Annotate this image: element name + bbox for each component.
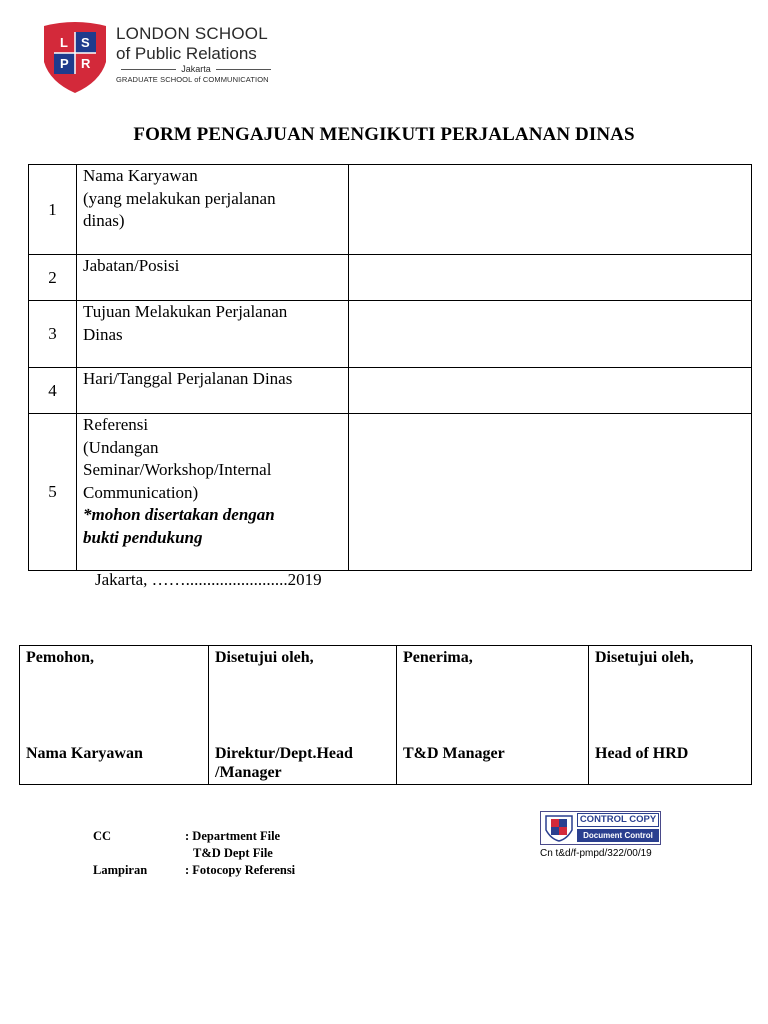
row-number: 5 [29,414,77,571]
logo-letter-p: P [60,56,69,71]
label-line: Communication) [83,482,199,502]
stamp-logo-icon [543,814,575,842]
cc-row [93,828,295,845]
field-label [77,368,349,414]
trip-date-field[interactable] [349,368,752,414]
note-line: *mohon disertakan dengan [83,505,275,524]
lspr-logo [40,20,290,96]
row-number: 3 [29,301,77,368]
signature-name-line: Direktur/Dept.Head [215,745,353,762]
signature-name [26,744,143,763]
table-row [20,646,752,785]
signature-name [595,744,688,763]
logo-wordmark [116,24,291,85]
school-name-line2: of Public Relations [116,44,257,63]
field-label [77,255,349,301]
field-label [77,165,349,255]
attachment-row [93,862,295,879]
city-line [116,64,276,75]
city-label: Jakarta [181,64,211,74]
position-field[interactable] [349,255,752,301]
stamp-title: CONTROL COPY [577,813,659,827]
label-line: (Undangan [83,437,159,457]
cc-row-2 [93,845,295,862]
row-number: 4 [29,368,77,414]
signature-name-line: Nama Karyawan [26,745,143,762]
table-row [29,165,752,255]
row-number: 1 [29,165,77,255]
divider [216,69,271,70]
signature-cell[interactable] [20,646,209,785]
signature-role: Disetujui oleh, [595,649,694,666]
label-line: Tujuan Melakukan Perjalanan [83,302,288,321]
label-line: (yang melakukan perjalanan [83,188,276,208]
logo-letter-s: S [81,35,90,50]
table-row [29,414,752,571]
label-line: Hari/Tanggal Perjalanan Dinas [83,369,293,388]
table-row [29,301,752,368]
row-number: 2 [29,255,77,301]
request-form-table [28,164,752,571]
tagline: GRADUATE SCHOOL of COMMUNICATION [116,75,269,84]
label-line: Seminar/Workshop/Internal [83,460,272,479]
spacer [93,845,185,862]
control-copy-stamp [540,811,661,845]
signature-role: Pemohon, [26,649,94,666]
signature-name [215,744,353,782]
attachment-value: : Fotocopy Referensi [185,863,296,877]
distribution-footer [93,828,295,879]
signature-name-line: /Manager [215,764,282,781]
cc-value: : Department File [185,829,281,843]
signature-name-line: Head of HRD [595,745,689,762]
signature-cell[interactable] [589,646,752,785]
attachment-label: Lampiran [93,863,148,877]
label-line: Dinas [83,324,123,344]
label-line: Jabatan/Posisi [83,256,180,275]
cc-value: T&D Dept File [193,846,273,860]
signature-role: Penerima, [403,649,473,666]
signature-name-line: T&D Manager [403,745,505,762]
signature-role: Disetujui oleh, [215,649,314,666]
signature-name [403,744,505,763]
divider [121,69,176,70]
logo-letter-l: L [60,35,68,50]
label-line: Referensi [83,415,149,434]
reference-field[interactable] [349,414,752,571]
table-row [29,255,752,301]
signature-table [19,645,752,785]
note-line: bukti pendukung [83,527,203,547]
form-title: FORM PENGAJUAN MENGIKUTI PERJALANAN DINAS [133,124,635,145]
date-line: Jakarta, ……........................2019 [95,570,322,589]
school-name-line1: LONDON SCHOOL [116,24,268,43]
document-number: Cn t&d/f-pmpd/322/00/19 [540,848,652,859]
table-row [29,368,752,414]
employee-name-field[interactable] [349,165,752,255]
stamp-subtitle: Document Control [577,829,659,842]
label-line: dinas) [83,211,125,230]
signature-cell[interactable] [209,646,397,785]
logo-letter-r: R [81,56,91,71]
purpose-field[interactable] [349,301,752,368]
cc-label: CC [93,829,112,843]
signature-cell[interactable] [397,646,589,785]
label-line: Nama Karyawan [83,166,198,185]
field-label [77,301,349,368]
shield-logo-icon [40,20,110,94]
field-label [77,414,349,571]
